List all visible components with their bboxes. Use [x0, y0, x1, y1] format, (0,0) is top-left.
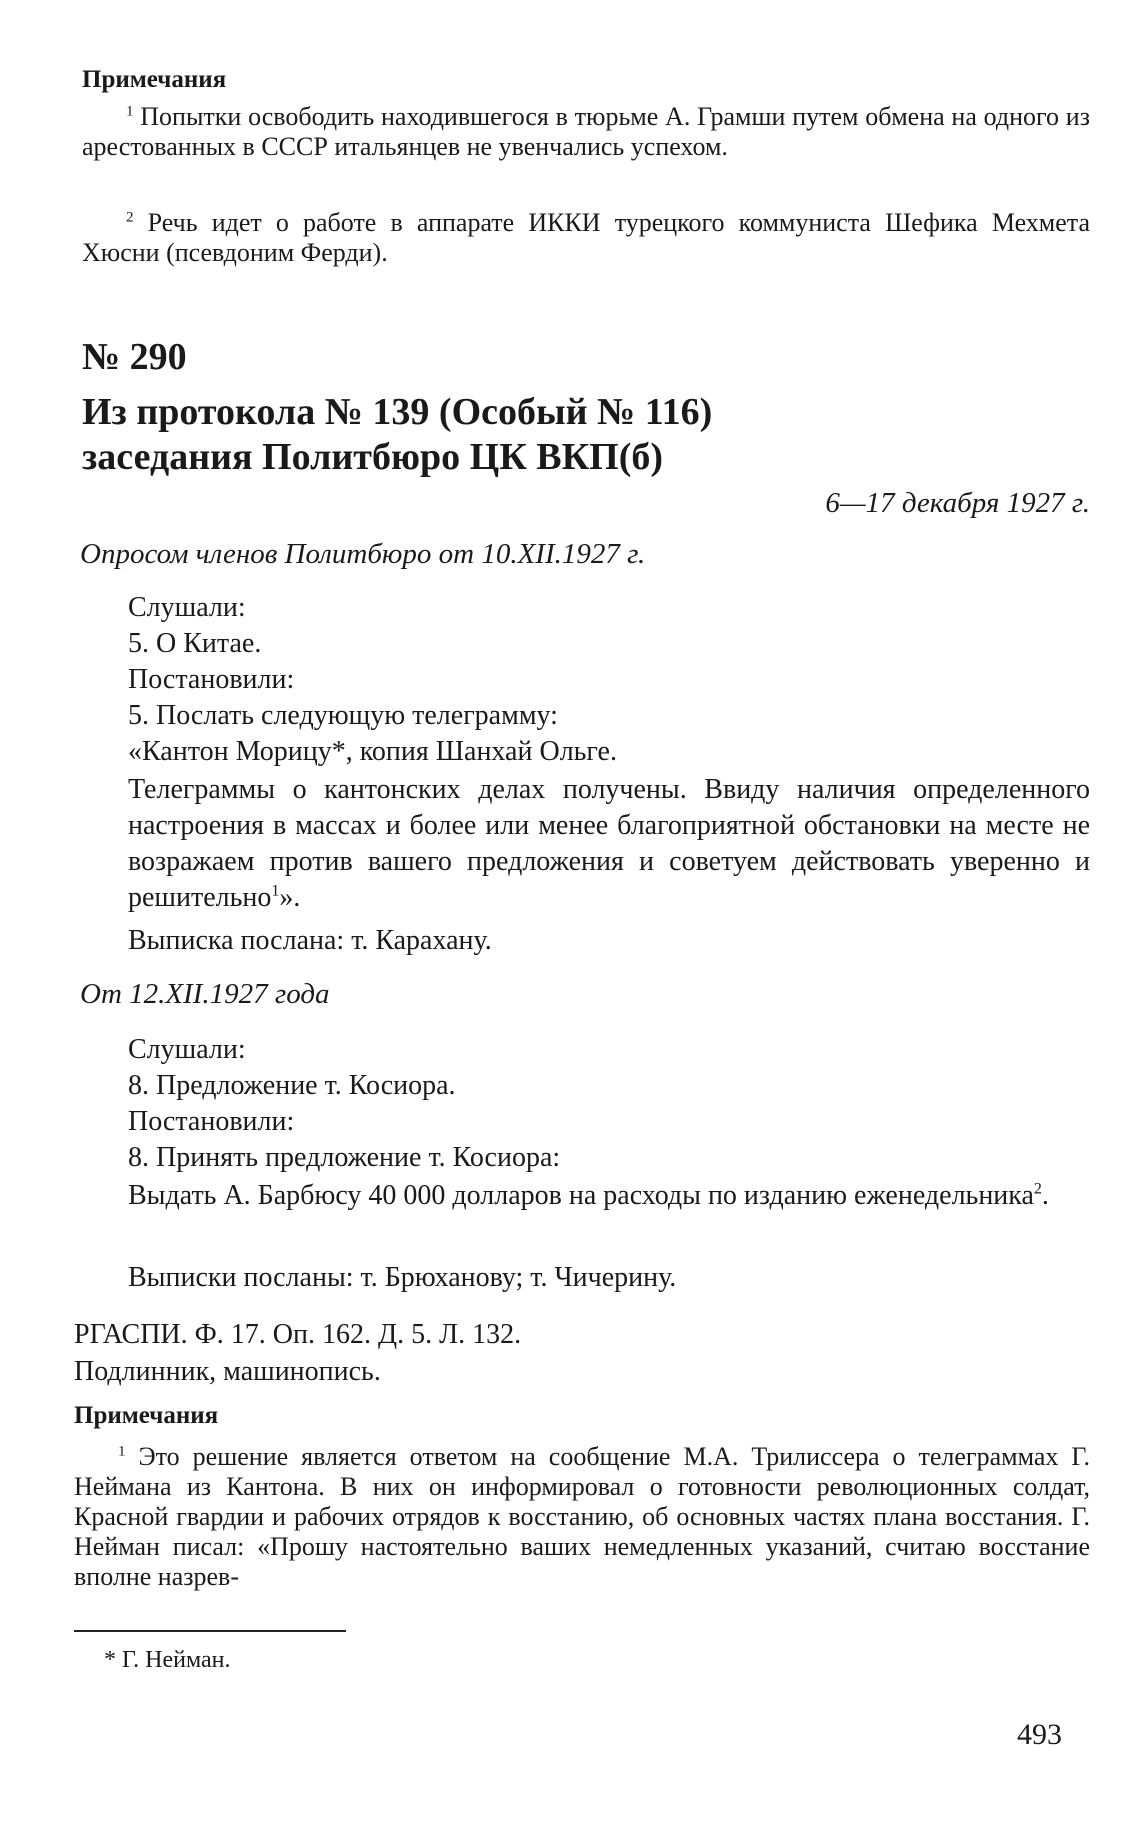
archive-source-line-1: РГАСПИ. Ф. 17. Оп. 162. Д. 5. Л. 132. [74, 1319, 522, 1350]
document-number: № 290 [82, 336, 187, 378]
top-note-1 [82, 102, 1090, 162]
telegram-note-mark: 1 [271, 882, 280, 900]
top-note-2 [82, 208, 1090, 268]
section-2-heading: От 12.XII.1927 года [80, 978, 330, 1010]
footnote: * Г. Нейман. [104, 1647, 231, 1673]
section-1-heading: Опросом членов Политбюро от 10.XII.1927 г. [80, 538, 646, 570]
document-date: 6—17 декабря 1927 г. [825, 487, 1090, 519]
decision-end: . [1041, 1180, 1049, 1211]
section-1-extract: Выписка послана: т. Карахану. [128, 925, 492, 956]
footnote-divider [74, 1630, 346, 1632]
section-2-extract: Выписки посланы: т. Брюханову; т. Чичерину. [128, 1262, 677, 1293]
top-note-2-mark: 2 [126, 209, 134, 226]
section-1-heard-label: Слушали: [128, 592, 246, 623]
archive-source [74, 1316, 521, 1390]
top-note-2-text: Речь идет о работе в аппарате ИККИ турецкого коммуниста Шефика Мехмета Хюсни (псевдоним Ферди). [82, 208, 1091, 267]
notes-heading-top: Примечания [82, 66, 227, 93]
bottom-note-1-text: Это решение является ответом на сообщение М.А. Трилиссера о телеграммах Г. Неймана из Кантона. В них он информировал о готовности революционных солдат, Красной гвардии и рабочих отрядов к восстанию, об основных частях плана восстания. Г. Нейман писал: «Прошу настоятельно ваших немедленных указаний, считаю восстание вполне назрев- [74, 1442, 1090, 1591]
top-note-1-mark: 1 [126, 103, 134, 120]
section-2-heard-label: Слушали: [128, 1034, 246, 1065]
section-1-telegram-address: «Кантон Морицу*, копия Шанхай Ольге. [128, 736, 617, 767]
bottom-note-1 [74, 1442, 1090, 1592]
section-2-decided-item: 8. Принять предложение т. Косиора: [128, 1142, 561, 1173]
document-title-line-1: Из протокола № 139 (Особый № 116) [82, 391, 713, 433]
section-1-heard-item: 5. О Китае. [128, 628, 262, 659]
decision-note-mark: 2 [1033, 1180, 1042, 1198]
section-2-decision-text [74, 1178, 1090, 1214]
section-1-telegram-text [128, 772, 1090, 916]
document-title-line-2: заседания Политбюро ЦК ВКП(б) [82, 436, 664, 478]
decision-body: Выдать А. Барбюсу 40 000 долларов на расходы по изданию еженедельника [128, 1180, 1034, 1211]
bottom-note-1-mark: 1 [118, 1443, 126, 1460]
section-2-decided-label: Постановили: [128, 1106, 295, 1137]
notes-heading-bottom: Примечания [74, 1402, 219, 1429]
archive-source-line-2: Подлинник, машинопись. [74, 1356, 381, 1387]
top-note-1-text: Попытки освободить находившегося в тюрьме А. Грамши путем обмена на одного из арестованных в СССР итальянцев не увенчались успехом. [82, 102, 1090, 161]
telegram-body: Телеграммы о кантонских делах получены. Ввиду наличия определенного настроения в массах и более или менее благоприятной обстановки на месте не возражаем против вашего предложения и советуем действовать уверенно и решительно [128, 774, 1090, 913]
telegram-end: ». [279, 882, 301, 913]
page-number: 493 [1017, 1718, 1062, 1751]
section-1-decided-item: 5. Послать следующую телеграмму: [128, 700, 558, 731]
section-1-decided-label: Постановили: [128, 664, 295, 695]
document-title [82, 390, 712, 480]
section-2-heard-item: 8. Предложение т. Косиора. [128, 1070, 456, 1101]
